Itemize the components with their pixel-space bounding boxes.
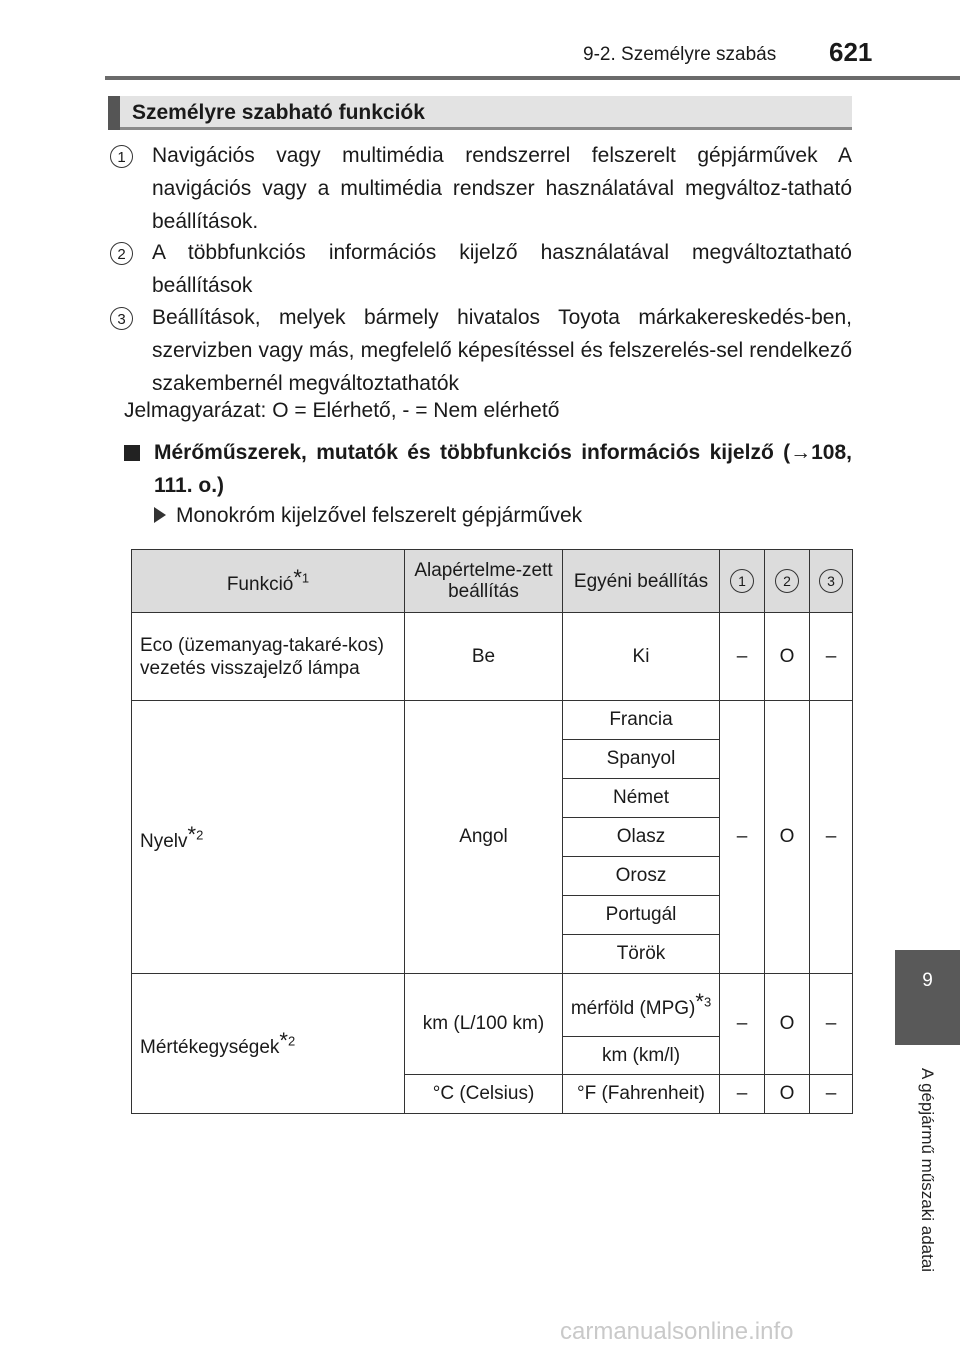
page-number: 621: [829, 37, 873, 67]
chapter-tab: [895, 950, 960, 1045]
numbered-item-text: Navigációs vagy multimédia rendszerrel felszerelt gépjárművek A navigációs vagy a multimédia rendszer használatával megváltoz-tatható beállítások.: [152, 144, 852, 233]
col-header-3: [810, 550, 853, 613]
cell-c3: –: [810, 1075, 853, 1114]
cell-option: Német: [563, 779, 720, 818]
cell-option: Orosz: [563, 857, 720, 896]
cell-option: Olasz: [563, 818, 720, 857]
numbered-item-text: Beállítások, melyek bármely hivatalos Toyota márkakereskedés-ben, szervizben vagy más, megfelelő képesítéssel és felszerelés-sel rendelkező szakembernél megváltoztathatók: [152, 306, 852, 395]
cell-c1: –: [720, 701, 765, 974]
cell-option: °F (Fahrenheit): [563, 1075, 720, 1114]
cell-function: Mértékegységek*$^2$: [132, 974, 405, 1114]
subheading: [124, 436, 852, 502]
cell-option: Francia: [563, 701, 720, 740]
col-header-custom: Egyéni beállítás: [563, 550, 720, 613]
table-row: [132, 701, 853, 740]
numbered-item-2: [110, 236, 852, 302]
header-rule: [105, 76, 960, 80]
cell-c2: O: [765, 701, 810, 974]
legend-text: Jelmagyarázat: O = Elérhető, - = Nem elérhető: [124, 399, 560, 422]
cell-function: Eco (üzemanyag-takaré-kos) vezetés visszajelző lámpa: [132, 613, 405, 701]
numbered-item-1: [110, 139, 852, 238]
chapter-label: A gépjármű műszaki adatai: [918, 1067, 937, 1273]
cell-default: Be: [405, 613, 563, 701]
section-title-bar: [108, 96, 852, 130]
cell-c1: –: [720, 1075, 765, 1114]
circled-number-1: 1: [110, 145, 133, 168]
cell-c3: –: [810, 613, 853, 701]
cell-c2: O: [765, 613, 810, 701]
cell-c3: –: [810, 701, 853, 974]
numbered-item-3: [110, 301, 852, 400]
subheading-text: Mérőműszerek, mutatók és többfunkciós információs kijelző (→108, 111. o.): [154, 441, 852, 497]
col-header-default: Alapértelme-zett beállítás: [405, 550, 563, 613]
cell-c2: O: [765, 974, 810, 1075]
circled-number-1: 1: [730, 569, 754, 593]
cell-default: °C (Celsius): [405, 1075, 563, 1114]
table-row: [132, 613, 853, 701]
circled-number-3: 3: [110, 307, 133, 330]
section-accent: [108, 96, 120, 130]
circled-number-2: 2: [110, 242, 133, 265]
numbered-item-text: A többfunkciós információs kijelző használatával megváltoztatható beállítások: [152, 241, 852, 297]
section-title: Személyre szabható funkciók: [132, 101, 425, 124]
settings-table: [131, 549, 853, 1114]
cell-default: Angol: [405, 701, 563, 974]
table-header-row: [132, 550, 853, 613]
chapter-side-label: [895, 1045, 960, 1295]
col-header-1: [720, 550, 765, 613]
cell-custom: Ki: [563, 613, 720, 701]
cell-option: Török: [563, 935, 720, 974]
cell-c1: –: [720, 974, 765, 1075]
col-header-function: Funkció*$^1$: [132, 550, 405, 613]
cell-c1: –: [720, 613, 765, 701]
cell-default: km (L/100 km): [405, 974, 563, 1075]
cell-c3: –: [810, 974, 853, 1075]
table-row: [132, 974, 853, 1037]
col-header-2: [765, 550, 810, 613]
bullet-text: Monokróm kijelzővel felszerelt gépjárművek: [176, 504, 583, 527]
circled-number-3: 3: [819, 569, 843, 593]
cell-c2: O: [765, 1075, 810, 1114]
watermark: carmanualsonline.info: [560, 1318, 794, 1345]
triangle-bullet-icon: [154, 507, 166, 523]
circled-number-2: 2: [775, 569, 799, 593]
header-section-title: 9-2. Személyre szabás: [583, 44, 777, 65]
cell-option: mérföld (MPG)*$^3$: [563, 974, 720, 1037]
cell-option: km (km/l): [563, 1037, 720, 1075]
chapter-number: 9: [922, 970, 933, 991]
bullet-item: [154, 504, 582, 528]
cell-option: Portugál: [563, 896, 720, 935]
cell-function: Nyelv*$^2$: [132, 701, 405, 974]
cell-option: Spanyol: [563, 740, 720, 779]
square-bullet-icon: [124, 445, 140, 461]
